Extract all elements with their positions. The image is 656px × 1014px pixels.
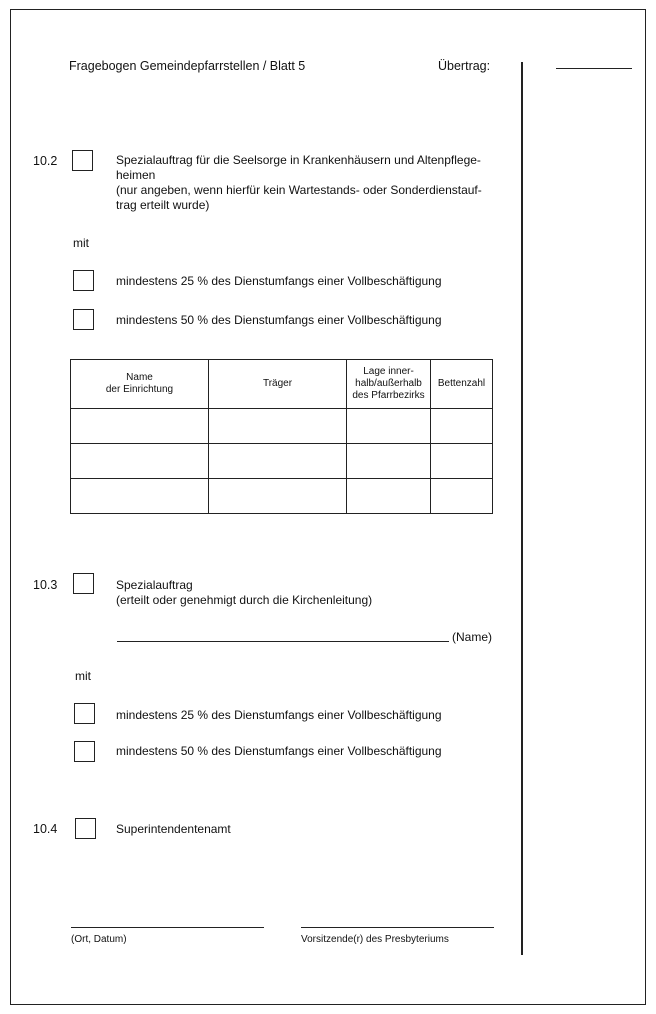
table-cell-lage[interactable] bbox=[347, 409, 431, 444]
checkbox-10-2-50-percent[interactable] bbox=[73, 309, 94, 330]
table-cell-name[interactable] bbox=[71, 409, 209, 444]
table-row bbox=[71, 409, 493, 444]
table-cell-traeger[interactable] bbox=[209, 479, 347, 514]
header-lage: Lage inner- halb/außerhalb des Pfarrbezirks bbox=[347, 360, 431, 409]
form-title: Fragebogen Gemeindepfarrstellen / Blatt 5 bbox=[69, 59, 306, 73]
table-row bbox=[71, 444, 493, 479]
checkbox-10-3-25-percent[interactable] bbox=[74, 703, 95, 724]
section-10-2-line-4: trag erteilt wurde) bbox=[116, 198, 210, 212]
section-number-10-3: 10.3 bbox=[33, 578, 58, 592]
place-date-label: (Ort, Datum) bbox=[71, 934, 127, 945]
name-label: (Name) bbox=[452, 630, 493, 644]
table-cell-name[interactable] bbox=[71, 479, 209, 514]
header-name-der-einrichtung: Name der Einrichtung bbox=[71, 360, 209, 409]
table-row bbox=[71, 479, 493, 514]
uebertrag-label: Übertrag: bbox=[438, 59, 491, 73]
section-10-2-line-3: (nur angeben, wenn hierfür kein Wartestands- oder Sonderdienstauf- bbox=[116, 183, 482, 197]
table-cell-bettenzahl[interactable] bbox=[431, 444, 493, 479]
checkbox-10-2-25-percent[interactable] bbox=[73, 270, 94, 291]
table-header-row bbox=[71, 360, 493, 409]
institutions-table bbox=[70, 359, 493, 514]
header-bettenzahl: Bettenzahl bbox=[431, 360, 493, 409]
option-10-2-25-percent: mindestens 25 % des Dienstumfangs einer Vollbeschäftigung bbox=[116, 274, 442, 288]
margin-column-divider bbox=[521, 62, 523, 955]
table-cell-lage[interactable] bbox=[347, 444, 431, 479]
checkbox-10-2[interactable] bbox=[72, 150, 93, 171]
option-10-2-50-percent: mindestens 50 % des Dienstumfangs einer Vollbeschäftigung bbox=[116, 313, 442, 327]
table-cell-bettenzahl[interactable] bbox=[431, 409, 493, 444]
chair-signature-label: Vorsitzende(r) des Presbyteriums bbox=[301, 934, 449, 945]
header-traeger: Träger bbox=[209, 360, 347, 409]
chair-signature-line[interactable] bbox=[301, 927, 494, 928]
checkbox-10-3-50-percent[interactable] bbox=[74, 741, 95, 762]
section-10-2-text bbox=[116, 153, 506, 213]
option-10-3-50-percent: mindestens 50 % des Dienstumfangs einer Vollbeschäftigung bbox=[116, 744, 442, 758]
table-cell-traeger[interactable] bbox=[209, 409, 347, 444]
section-10-3-title: Spezialauftrag bbox=[116, 578, 193, 592]
table-cell-traeger[interactable] bbox=[209, 444, 347, 479]
name-input-line[interactable] bbox=[117, 641, 449, 642]
section-number-10-2: 10.2 bbox=[33, 154, 58, 168]
section-number-10-4: 10.4 bbox=[33, 822, 58, 836]
mit-label-10-3: mit bbox=[75, 669, 91, 683]
section-10-2-line-1: Spezialauftrag für die Seelsorge in Krankenhäusern und Altenpflege- bbox=[116, 153, 481, 167]
checkbox-10-4[interactable] bbox=[75, 818, 96, 839]
option-10-3-25-percent: mindestens 25 % des Dienstumfangs einer Vollbeschäftigung bbox=[116, 708, 442, 722]
section-10-4-title: Superintendentenamt bbox=[116, 822, 231, 836]
table-cell-name[interactable] bbox=[71, 444, 209, 479]
table-cell-lage[interactable] bbox=[347, 479, 431, 514]
uebertrag-value-line[interactable] bbox=[556, 68, 632, 69]
checkbox-10-3[interactable] bbox=[73, 573, 94, 594]
place-date-line[interactable] bbox=[71, 927, 264, 928]
section-10-2-line-2: heimen bbox=[116, 168, 156, 182]
table-cell-bettenzahl[interactable] bbox=[431, 479, 493, 514]
mit-label-10-2: mit bbox=[73, 236, 89, 250]
section-10-3-subtitle: (erteilt oder genehmigt durch die Kirchenleitung) bbox=[116, 593, 373, 607]
